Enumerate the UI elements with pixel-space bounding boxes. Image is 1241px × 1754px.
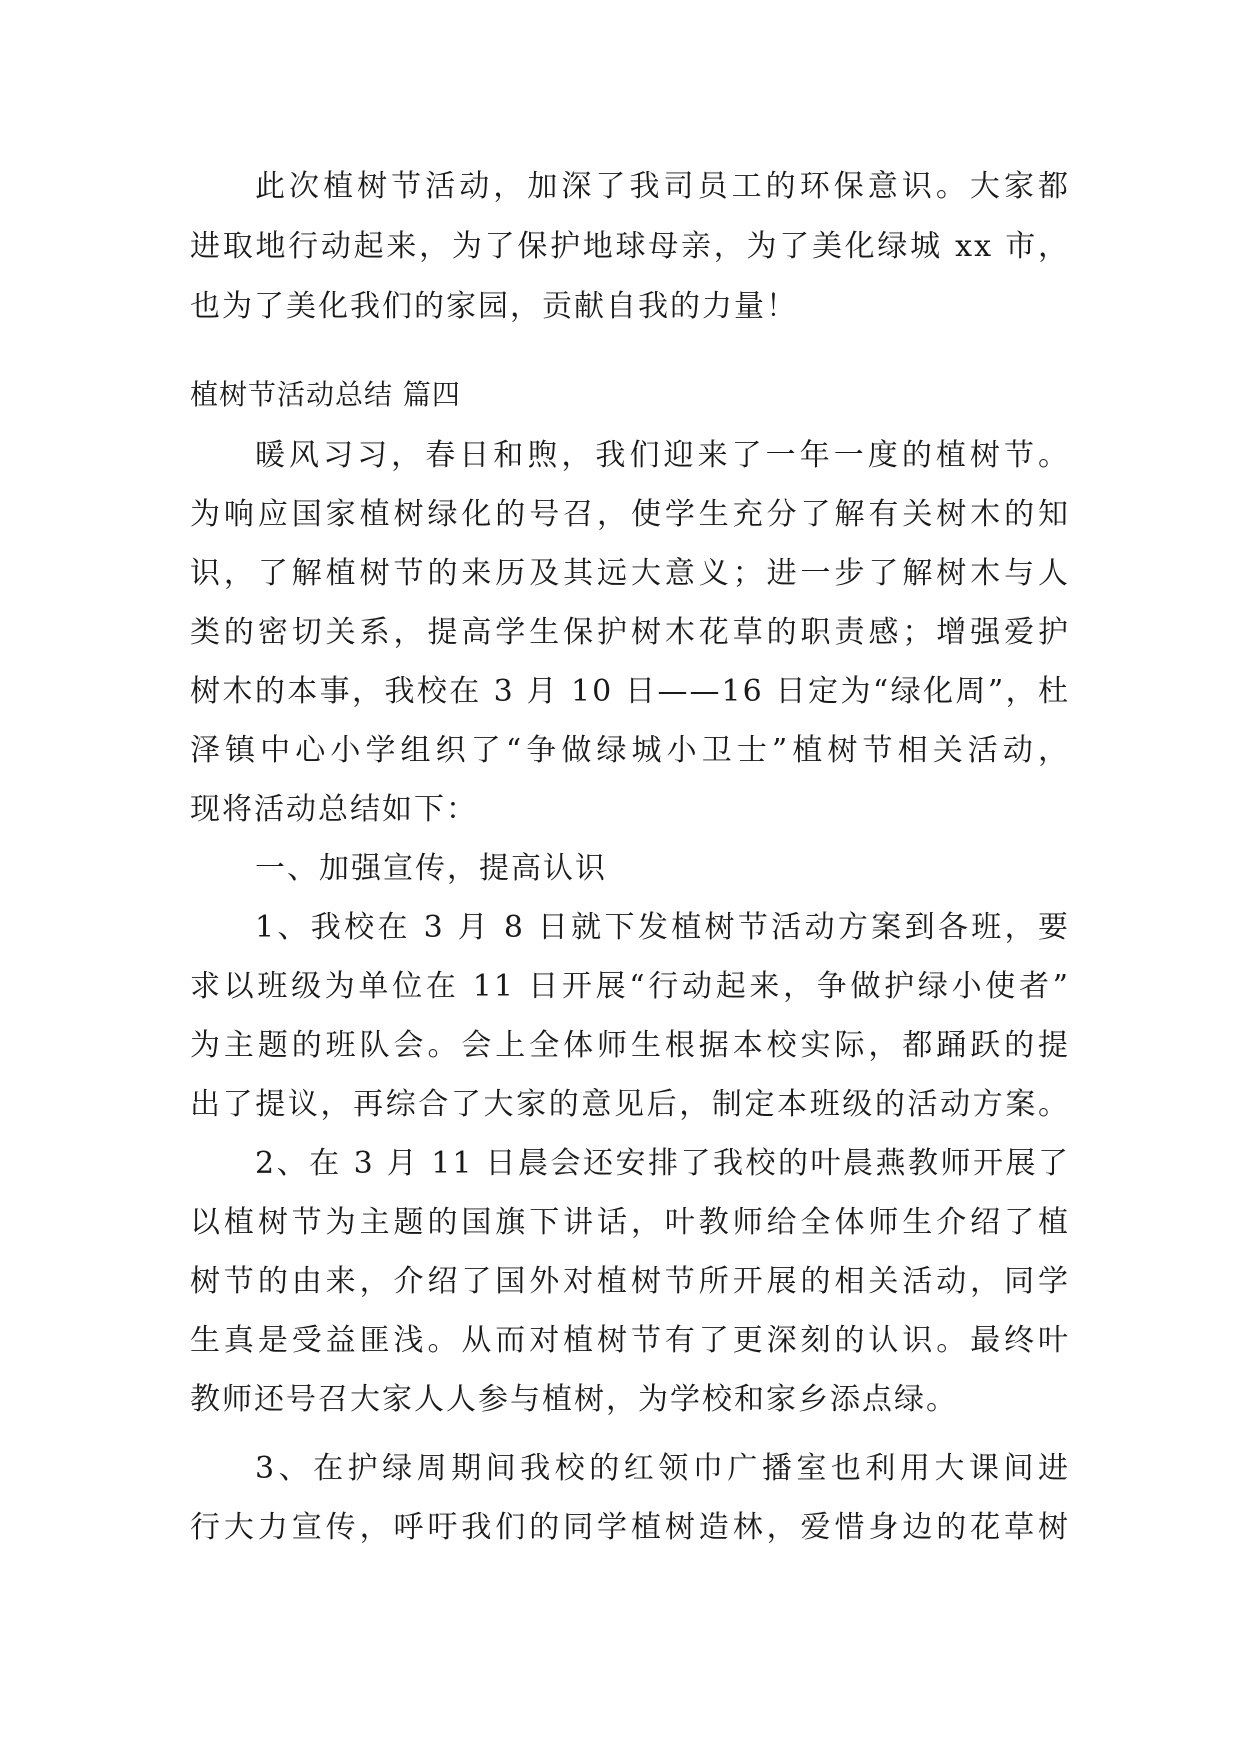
item2-line-4: 生真是受益匪浅。从而对植树节有了更深刻的认识。最终叶 bbox=[190, 1323, 1070, 1358]
item2-line-3: 树节的由来，介绍了国外对植树节所开展的相关活动，同学 bbox=[190, 1264, 1070, 1299]
p1-line-6: 泽镇中心小学组织了“争做绿城小卫士”植树节相关活动， bbox=[190, 733, 1070, 768]
intro-line-1: 此次植树节活动，加深了我司员工的环保意识。大家都 bbox=[255, 169, 1070, 204]
item3-line-1: 3、在护绿周期间我校的红领巾广播室也利用大课间进 bbox=[255, 1451, 1070, 1486]
item1-line-2: 求以班级为单位在 11 日开展“行动起来，争做护绿小使者” bbox=[190, 969, 1070, 1004]
section-heading: 植树节活动总结 篇四 bbox=[190, 378, 461, 411]
p1-line-7: 现将活动总结如下： bbox=[190, 792, 478, 827]
item3-line-2: 行大力宣传，呼吁我们的同学植树造林，爱惜身边的花草树 bbox=[190, 1510, 1070, 1545]
item2-line-1: 2、在 3 月 11 日晨会还安排了我校的叶晨燕教师开展了 bbox=[255, 1146, 1070, 1181]
intro-line-2: 进取地行动起来，为了保护地球母亲，为了美化绿城 xx 市， bbox=[190, 229, 1070, 264]
item1-line-4: 出了提议，再综合了大家的意见后，制定本班级的活动方案。 bbox=[190, 1087, 1070, 1122]
subheading-1: 一、加强宣传，提高认识 bbox=[255, 851, 607, 886]
item1-line-1: 1、我校在 3 月 8 日就下发植树节活动方案到各班，要 bbox=[255, 910, 1070, 945]
p1-line-3: 识，了解植树节的来历及其远大意义；进一步了解树木与人 bbox=[190, 556, 1070, 591]
p1-line-5: 树木的本事，我校在 3 月 10 日——16 日定为“绿化周”，杜 bbox=[190, 674, 1070, 709]
item2-line-5: 教师还号召大家人人参与植树，为学校和家乡添点绿。 bbox=[190, 1382, 958, 1417]
p1-line-2: 为响应国家植树绿化的号召，使学生充分了解有关树木的知 bbox=[190, 497, 1070, 532]
p1-line-1: 暖风习习，春日和煦，我们迎来了一年一度的植树节。 bbox=[255, 438, 1070, 473]
intro-line-3: 也为了美化我们的家园，贡献自我的力量！ bbox=[190, 289, 798, 324]
item2-line-2: 以植树节为主题的国旗下讲话，叶教师给全体师生介绍了植 bbox=[190, 1205, 1070, 1240]
item1-line-3: 为主题的班队会。会上全体师生根据本校实际，都踊跃的提 bbox=[190, 1028, 1070, 1063]
p1-line-4: 类的密切关系，提高学生保护树木花草的职责感；增强爱护 bbox=[190, 615, 1070, 650]
